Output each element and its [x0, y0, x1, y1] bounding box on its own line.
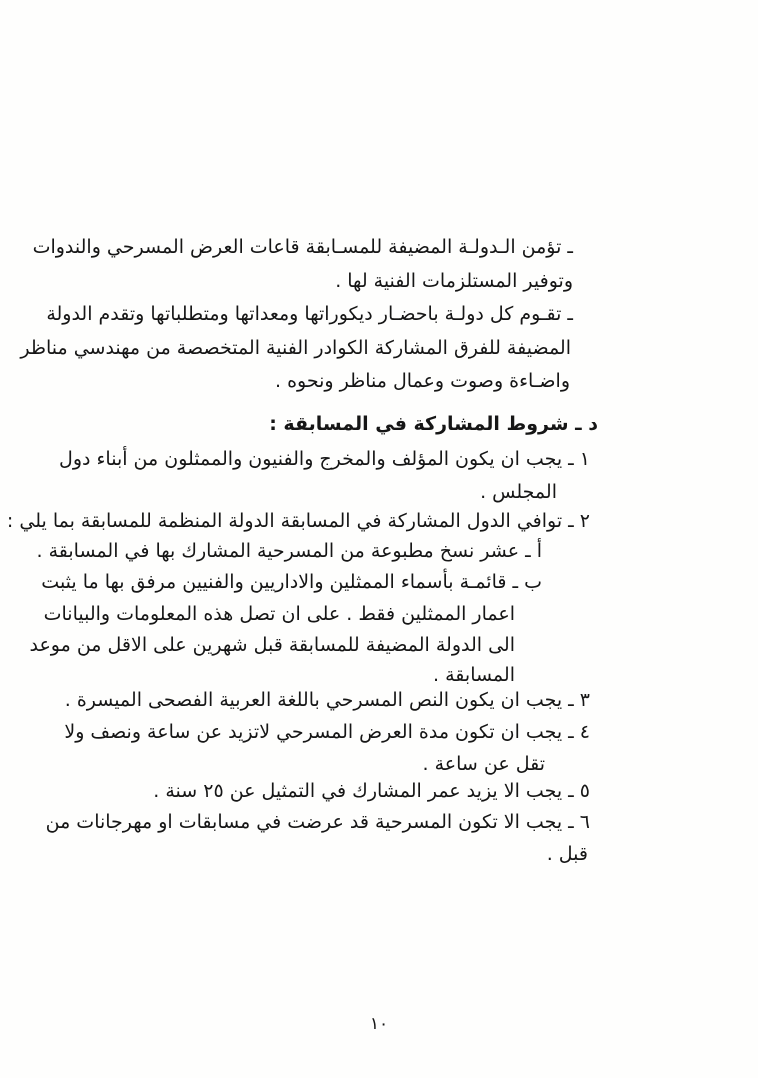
intro-item-2-line-1: ـ تقـوم كل دولـة باحضـار ديكوراتها ومعداتها ومتطلباتها وتقدم الدولة	[46, 303, 573, 325]
condition-4-line-1: ٤ ـ يجب ان تكون مدة العرض المسرحي لاتزيد عن ساعة ونصف ولا	[64, 721, 590, 743]
intro-item-1-line-1: ـ تؤمن الـدولـة المضيفة للمسـابقة قاعات العرض المسرحي والندوات	[32, 236, 573, 258]
condition-1-line-1: ١ ـ يجب ان يكون المؤلف والمخرج والفنيون والممثلون من أبناء دول	[59, 448, 590, 470]
condition-2: ٢ ـ توافي الدول المشاركة في المسابقة الدولة المنظمة للمسابقة بما يلي :	[6, 510, 590, 532]
condition-4-line-2: تقل عن ساعة .	[422, 753, 545, 775]
intro-item-2-line-3: واضـاءة وصوت وعمال مناظر ونحوه .	[275, 370, 570, 392]
page-number: ١٠	[369, 1014, 389, 1034]
intro-item-1-line-2: وتوفير المستلزمات الفنية لها .	[335, 270, 573, 292]
condition-3: ٣ ـ يجب ان يكون النص المسرحي باللغة العربية الفصحى الميسرة .	[64, 689, 590, 711]
condition-2-sub-a: أ ـ عشر نسخ مطبوعة من المسرحية المشارك بها في المسابقة .	[36, 540, 542, 562]
condition-2-sub-b-line-4: المسابقة .	[433, 664, 515, 686]
condition-2-sub-b-line-1: ب ـ قائمـة بأسماء الممثلين والاداريين والفنيين مرفق بها ما يثبت	[41, 571, 542, 593]
condition-6-line-2: قبل .	[546, 843, 588, 865]
intro-item-2-line-2: المضيفة للفرق المشاركة الكوادر الفنية المتخصصة من مهندسي مناظر	[20, 337, 571, 359]
condition-1-line-2: المجلس .	[480, 481, 557, 503]
condition-6-line-1: ٦ ـ يجب الا تكون المسرحية قد عرضت في مسابقات او مهرجانات من	[45, 811, 590, 833]
condition-2-sub-b-line-2: اعمار الممثلين فقط . على ان تصل هذه المعلومات والبيانات	[43, 603, 515, 625]
condition-2-sub-b-line-3: الى الدولة المضيفة للمسابقة قبل شهرين على الاقل من موعد	[29, 634, 515, 656]
section-heading: د ـ شروط المشاركة في المسابقة :	[269, 413, 598, 435]
condition-5: ٥ ـ يجب الا يزيد عمر المشارك في التمثيل عن ٢٥ سنة .	[153, 780, 590, 802]
